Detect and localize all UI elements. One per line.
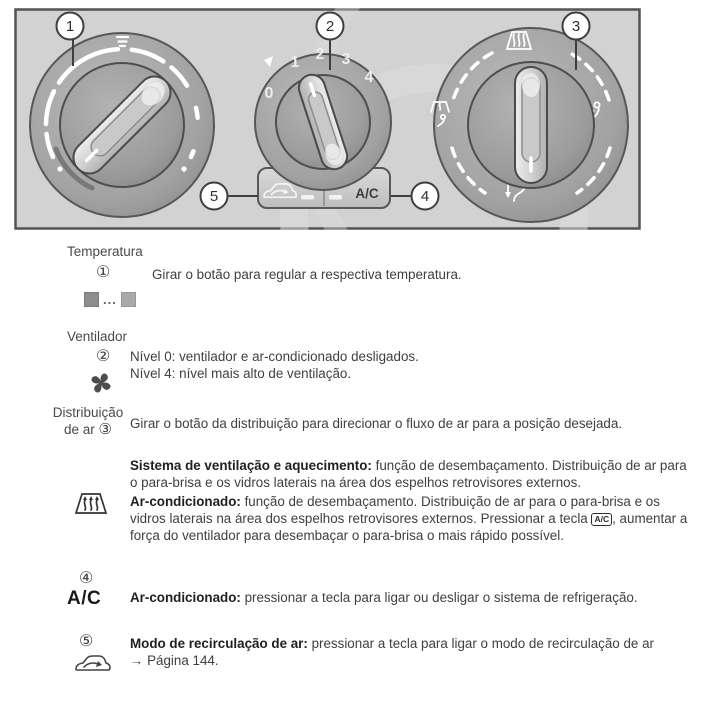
svg-text:0: 0 (264, 85, 274, 102)
svg-text:5: 5 (209, 188, 219, 205)
temperature-range-icon (84, 291, 136, 309)
distribuicao-text: Girar o botão da distribuição para direcionar o fluxo de ar para a posição desejada. (130, 416, 623, 431)
callout-3-ref: ③ (98, 421, 112, 438)
ac-lead: Ar-condicionado: (130, 590, 241, 605)
recirculacao-paragraph (130, 635, 701, 669)
range-dots: ... (103, 292, 117, 308)
air-distribution-knob (431, 28, 628, 222)
distribuicao-heading-line2: de ar ③ (64, 421, 112, 438)
callout-4-ref: ④ (79, 570, 94, 587)
ventilation-heating-paragraph (130, 457, 697, 491)
recirculacao-lead: Modo de recirculação de ar: (130, 636, 308, 651)
hot-square-icon (121, 292, 136, 307)
svg-text:3: 3 (571, 18, 581, 35)
cold-square-icon (84, 292, 99, 307)
svg-text:4: 4 (420, 188, 430, 205)
ac-paragraph (130, 589, 697, 606)
para2-text-b: , aumentar a força do ventilador para desembaçar o para-brisa o mais rápido possível. (130, 511, 688, 543)
svg-text:1: 1 (65, 18, 75, 35)
ventilador-heading: Ventilador (67, 329, 128, 344)
callout-2-ref: ② (96, 348, 111, 365)
para2-text-a: função de desembaçamento. Distribuição de ar para o para-brisa e os vidros laterais na área dos espelhos retrovisores externos. Pressionar a tecla (130, 494, 660, 526)
callout-5-ref: ⑤ (79, 633, 94, 650)
temperature-knob (30, 33, 214, 217)
svg-text:2: 2 (325, 18, 335, 35)
recirculacao-page-ref: → Página 144. (130, 653, 219, 668)
ac-key-label: A/C (67, 588, 102, 609)
callout-1-ref: ① (96, 264, 111, 281)
ac-defrost-paragraph (130, 493, 697, 544)
para1-rest: função de desembaçamento. Distribuição de ar para o para-brisa e os vidros laterais na área dos espelhos retrovisores externos. (130, 458, 687, 490)
ventilador-line2: Nível 4: nível mais alto de ventilação. (130, 366, 352, 381)
recirculacao-rest: pressionar a tecla para ligar o modo de recirculação de ar (307, 636, 654, 651)
svg-text:1: 1 (290, 54, 300, 71)
temperatura-heading: Temperatura (67, 244, 143, 259)
para1-lead: Sistema de ventilação e aquecimento: (130, 458, 372, 473)
fan-icon (89, 371, 113, 395)
svg-text:3: 3 (341, 51, 351, 68)
temperatura-text: Girar o botão para regular a respectiva temperatura. (152, 267, 462, 282)
distribution-knob-handle (515, 67, 547, 183)
windshield-defrost-icon (74, 492, 108, 516)
svg-text:4: 4 (364, 69, 374, 86)
distribuicao-heading (44, 404, 132, 438)
para2-lead: Ar-condicionado: (130, 494, 241, 509)
ac-rest: pressionar a tecla para ligar ou desligar o sistema de refrigeração. (240, 590, 638, 605)
ventilador-line1: Nível 0: ventilador e ar-condicionado desligados. (130, 349, 419, 364)
ac-key-icon: A/C (591, 513, 612, 526)
svg-text:2: 2 (315, 46, 325, 63)
ac-indicator-lamp (329, 195, 342, 200)
ventilador-text (130, 348, 697, 382)
ac-button-label: A/C (355, 186, 379, 201)
recirculation-indicator-lamp (301, 195, 314, 200)
recirculation-car-icon (74, 653, 112, 673)
distribuicao-heading-line1: Distribuição (52, 405, 124, 420)
climate-panel-illustration (14, 8, 641, 230)
